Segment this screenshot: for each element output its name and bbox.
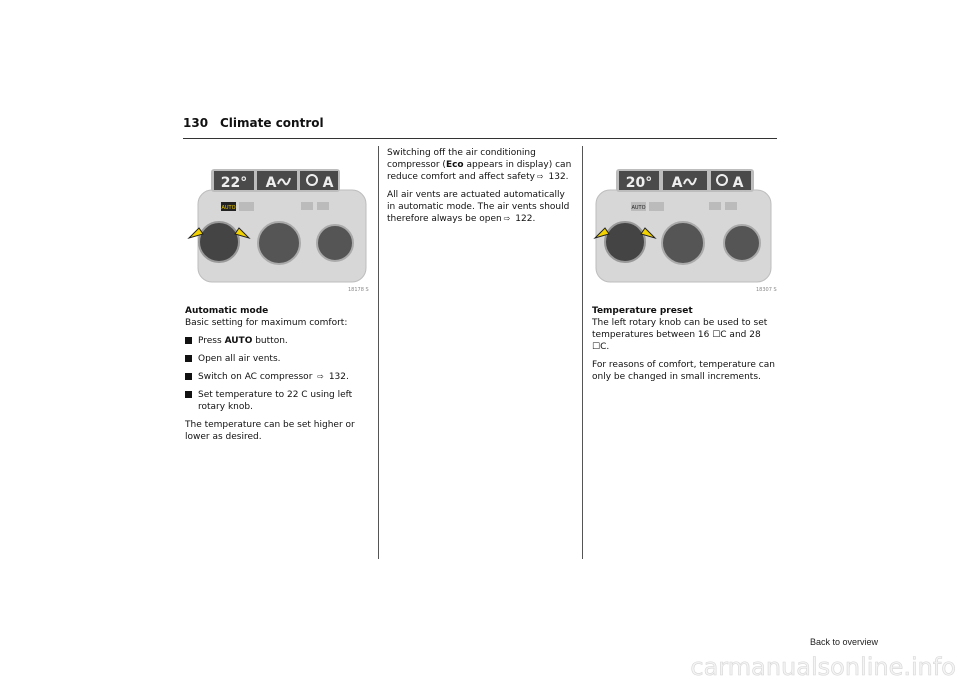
list-item: Set temperature to 22 C using left rotary knob. — [185, 389, 371, 413]
bullet-square-icon — [185, 391, 192, 398]
intro-text: Basic setting for maximum comfort: — [185, 318, 348, 328]
climate-panel-figure-right — [591, 158, 777, 300]
middle-column-text — [387, 147, 575, 231]
right-rotary-knob — [724, 225, 760, 261]
watermark-logo — [620, 649, 960, 679]
auto-button-label: AUTO — [221, 205, 236, 211]
figure-code: 18178 S — [348, 287, 369, 293]
paragraph: All air vents are actuated automatically in automatic mode. The air vents should therefore always be open ⇨ 122. — [387, 190, 570, 224]
center-rotary-knob — [662, 222, 704, 264]
reference-arrow-icon: ⇨ — [536, 172, 544, 181]
display-fan-auto: A — [732, 175, 744, 191]
svg-text:carmanualsonline.info: carmanualsonline.info — [690, 653, 956, 679]
back-to-overview-link[interactable]: Back to overview — [809, 637, 878, 647]
figure-code: 18307 S — [756, 287, 777, 293]
page-header — [183, 116, 777, 139]
display-auto-mode: A — [671, 175, 683, 191]
section-heading: Temperature preset — [592, 306, 693, 316]
display-fan-auto: A — [322, 175, 334, 191]
climate-panel-figure-left — [183, 158, 369, 300]
list-item: Open all air vents. — [185, 353, 371, 365]
bullet-square-icon — [185, 373, 192, 380]
left-column-text — [185, 305, 371, 449]
column-divider — [582, 146, 583, 559]
left-rotary-knob — [199, 222, 239, 262]
display-temperature: 22° — [220, 175, 248, 191]
list-item: Press AUTO button. — [185, 335, 371, 347]
left-rotary-knob — [605, 222, 645, 262]
section-heading: Automatic mode — [185, 306, 269, 316]
center-rotary-knob — [258, 222, 300, 264]
display-temperature: 20° — [625, 175, 653, 191]
page-title: Climate control — [220, 116, 324, 130]
paragraph: For reasons of comfort, temperature can only be changed in small increments. — [592, 360, 775, 382]
page-number: 130 — [183, 116, 209, 130]
paragraph: Switching off the air conditioning compressor (Eco appears in display) can reduce comfort and affect safety ⇨ 132. — [387, 148, 572, 182]
reference-arrow-icon: ⇨ — [503, 214, 511, 223]
display-auto-mode: A — [265, 175, 277, 191]
bullet-square-icon — [185, 337, 192, 344]
auto-button-label: AUTO — [631, 205, 646, 211]
right-column-text — [592, 305, 778, 389]
reference-arrow-icon: ⇨ — [317, 372, 324, 381]
column-divider — [378, 146, 379, 559]
paragraph: The left rotary knob can be used to set temperatures between 16 ☐C and 28 ☐C. — [592, 318, 768, 352]
bullet-square-icon — [185, 355, 192, 362]
list-item: Switch on AC compressor ⇨ 132. — [185, 371, 371, 383]
right-rotary-knob — [317, 225, 353, 261]
outro-text: The temperature can be set higher or lower as desired. — [185, 420, 355, 442]
